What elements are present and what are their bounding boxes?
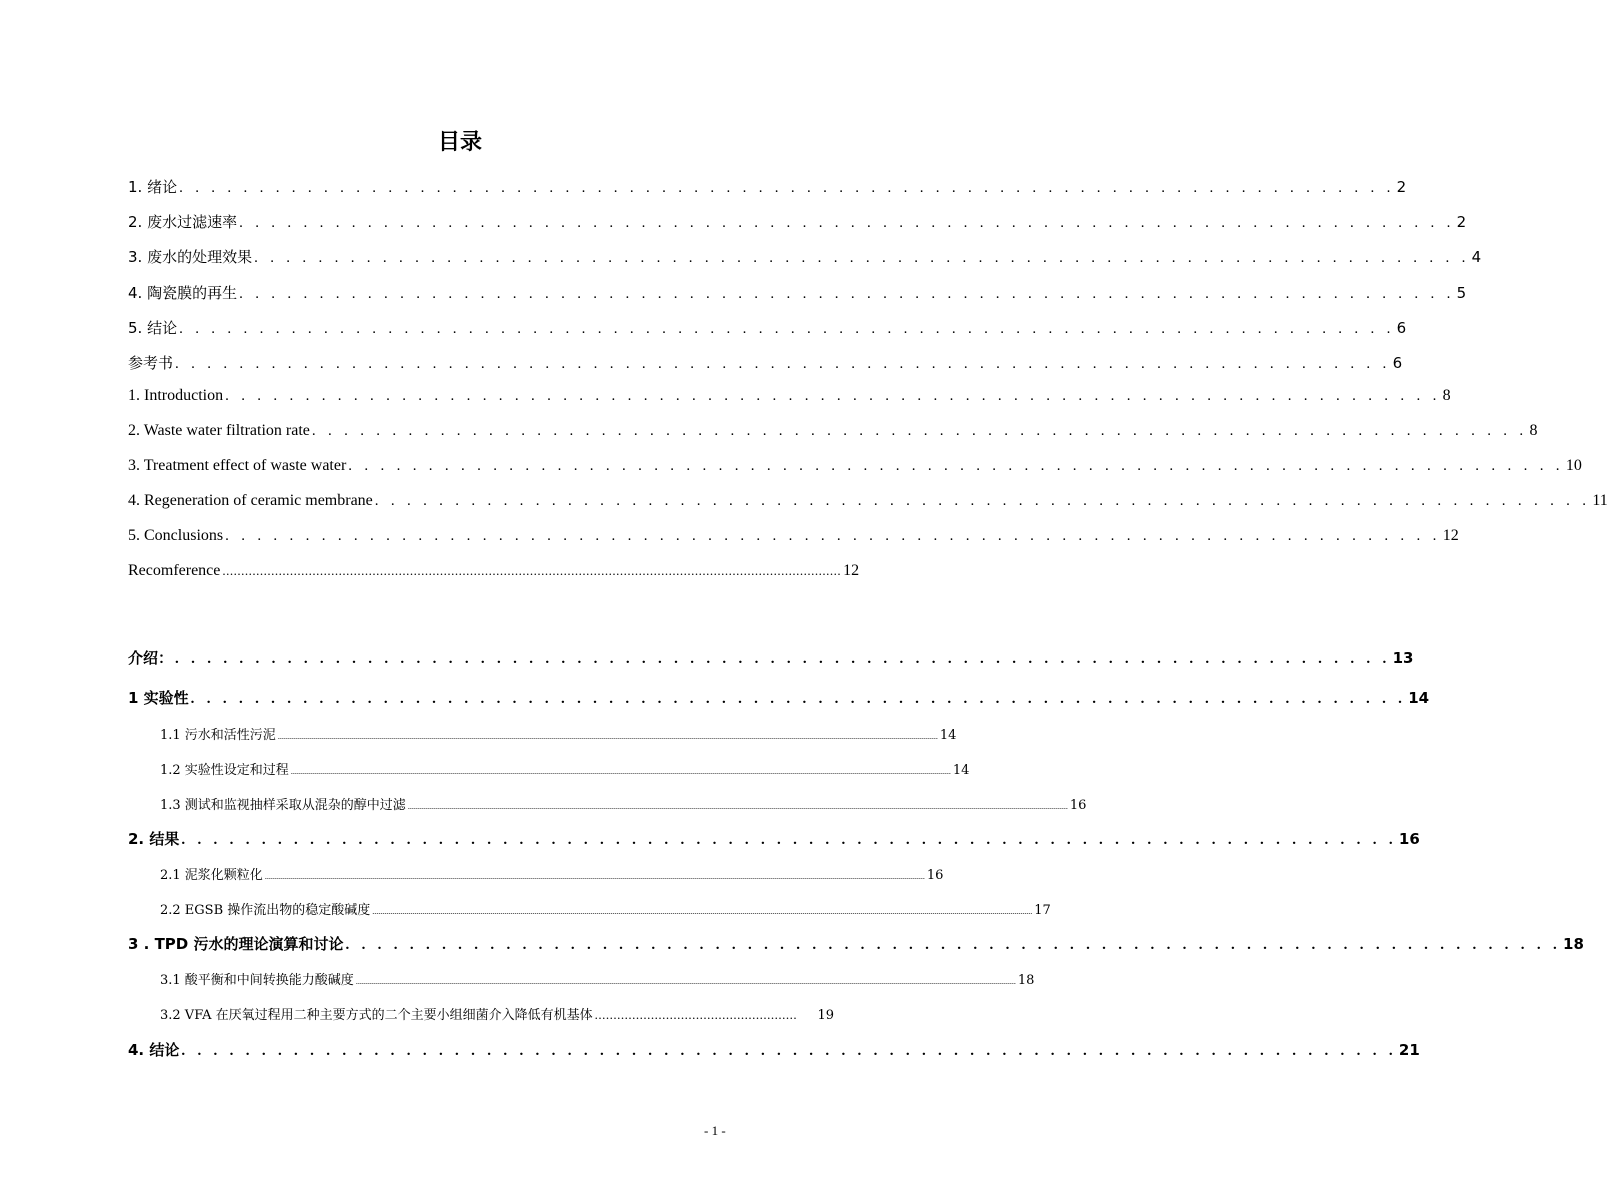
toc-leader: . . . . . . . . . . . . . . . . . . . . . . . . . . . . . . . . . . . . . . . . . . . . . . . . . . . . . . . . . . . . . . . . . . . . . . . . . . . . — [225, 388, 1441, 404]
toc-leader: . . . . . . . . . . . . . . . . . . . . . . . . . . . . . . . . . . . . . . . . . . . . . . . . . . . . . . . . . . . . . . . . . . . . . . . . . . . . — [175, 651, 1391, 667]
toc-page-number: 14 — [952, 763, 970, 778]
toc-leader: . . . . . . . . . . . . . . . . . . . . . . . . . . . . . . . . . . . . . . . . . . . . . . . . . . . . . . . . . . . . . . . . . . . . . . . . . . . . — [345, 937, 1562, 953]
toc-entry-text: 4. 结论 — [128, 1041, 180, 1059]
toc-entry[interactable] — [128, 492, 1608, 510]
toc-entry-text: 2. 结果 — [128, 830, 180, 848]
toc-leader: .......................................................................................................................................................................................................................................................................................................................................... — [264, 872, 925, 881]
toc-page-number: 5 — [1456, 284, 1467, 302]
toc-entry-text: 1.3 测试和监视抽样采取从混杂的醇中过滤 — [160, 798, 406, 813]
toc-leader: .......................................................................................................................................................................................................................................................................................................................................... — [372, 907, 1033, 916]
toc-entry[interactable] — [128, 422, 1538, 440]
toc-leader: ...................................................... — [594, 1007, 798, 1022]
toc-entry-text: 2. Waste water filtration rate — [128, 422, 310, 439]
toc-page-number: 16 — [926, 868, 944, 883]
toc-page-number: 16 — [1398, 830, 1420, 848]
toc-page-number: 16 — [1069, 798, 1087, 813]
toc-leader: . . . . . . . . . . . . . . . . . . . . . . . . . . . . . . . . . . . . . . . . . . . . . . . . . . . . . . . . . . . . . . . . . . . . . . . . . . . . — [179, 321, 1395, 337]
toc-page-number: 2 — [1456, 213, 1467, 231]
toc-entry-text: 3.1 酸平衡和中间转换能力酸碱度 — [160, 973, 354, 988]
toc-page-number: 8 — [1529, 422, 1538, 439]
toc-leader: . . . . . . . . . . . . . . . . . . . . . . . . . . . . . . . . . . . . . . . . . . . . . . . . . . . . . . . . . . . . . . . . . . . . . . . . . . . . — [311, 423, 1528, 439]
toc-page-number: 17 — [1034, 903, 1051, 918]
toc-leader: .......................................................................................................................................................................................................................................................................................................................................... — [290, 767, 951, 776]
toc-entry-text: 1.2 实验性设定和过程 — [160, 763, 289, 778]
toc-page-number: 12 — [843, 562, 860, 579]
toc-leader: . . . . . . . . . . . . . . . . . . . . . . . . . . . . . . . . . . . . . . . . . . . . . . . . . . . . . . . . . . . . . . . . . . . . . . . . . . . . — [348, 458, 1564, 474]
toc-entry[interactable] — [128, 246, 1482, 267]
toc-entry-text: Recomference — [128, 562, 221, 579]
toc-entry[interactable] — [128, 828, 1420, 849]
toc-leader: . . . . . . . . . . . . . . . . . . . . . . . . . . . . . . . . . . . . . . . . . . . . . . . . . . . . . . . . . . . . . . . . . . . . . . . . . . . . — [181, 832, 1397, 848]
toc-entry[interactable] — [128, 457, 1582, 475]
toc-page-number: 13 — [1392, 649, 1414, 667]
toc-entry[interactable] — [128, 687, 1430, 708]
toc-page-number: 18 — [1563, 935, 1584, 953]
toc-leader: .......................................................................................................................................................................................................................................................................................................................................... — [407, 802, 1068, 811]
toc-entry[interactable] — [128, 176, 1407, 197]
toc-entry-text: 参考书 — [128, 354, 174, 372]
toc-page-number: 2 — [1396, 178, 1407, 196]
toc-page-number: 14 — [1408, 689, 1430, 707]
toc-entry-text: 4. 陶瓷膜的再生 — [128, 284, 238, 302]
toc-entry-text: 介绍： — [128, 649, 174, 667]
toc-page-number: 21 — [1398, 1041, 1420, 1059]
toc-entry-text: 1 实验性 — [128, 689, 189, 707]
toc-entry[interactable] — [128, 933, 1584, 954]
toc-page-number: 6 — [1396, 319, 1407, 337]
toc-entry[interactable] — [128, 1039, 1420, 1060]
toc-entry-text: 5. 结论 — [128, 319, 178, 337]
toc-subentry[interactable] — [160, 969, 1035, 988]
toc-entry[interactable] — [128, 317, 1407, 338]
toc-subentry[interactable] — [160, 899, 1051, 918]
toc-subentry[interactable] — [160, 864, 944, 883]
page-number-footer: - 1 - — [704, 1123, 726, 1138]
toc-page-number: 10 — [1565, 457, 1582, 474]
toc-leader: . . . . . . . . . . . . . . . . . . . . . . . . . . . . . . . . . . . . . . . . . . . . . . . . . . . . . . . . . . . . . . . . . . . . . . . . . . . . — [190, 691, 1407, 707]
toc-entry-text: 1.1 污水和活性污泥 — [160, 728, 276, 743]
toc-leader: . . . . . . . . . . . . . . . . . . . . . . . . . . . . . . . . . . . . . . . . . . . . . . . . . . . . . . . . . . . . . . . . . . . . . . . . . . . . — [239, 215, 1455, 231]
toc-leader: . . . . . . . . . . . . . . . . . . . . . . . . . . . . . . . . . . . . . . . . . . . . . . . . . . . . . . . . . . . . . . . . . . . . . . . . . . . . — [374, 493, 1591, 509]
toc-leader: . . . . . . . . . . . . . . . . . . . . . . . . . . . . . . . . . . . . . . . . . . . . . . . . . . . . . . . . . . . . . . . . . . . . . . . . . . . . — [239, 286, 1455, 302]
toc-entry[interactable] — [128, 562, 860, 580]
toc-page-number: 14 — [939, 728, 957, 743]
toc-entry-text: 3.2 VFA 在厌氧过程用二种主要方式的二个主要小组细菌介入降低有机基体 — [160, 1008, 593, 1023]
toc-subentry[interactable] — [160, 759, 970, 778]
toc-entry[interactable] — [128, 647, 1414, 668]
toc-entry[interactable] — [128, 527, 1459, 545]
toc-leader: ..................................................................................................................................................................... — [222, 563, 842, 578]
toc-entry-text: 4. Regeneration of ceramic membrane — [128, 492, 373, 509]
toc-entry-text: 2. 废水过滤速率 — [128, 213, 238, 231]
toc-page-number: 19 — [817, 1008, 834, 1023]
toc-entry-text: 3. 废水的处理效果 — [128, 248, 253, 266]
toc-page-number: 18 — [1017, 973, 1035, 988]
toc-page-number: 8 — [1442, 387, 1451, 404]
toc-entry[interactable] — [128, 282, 1467, 303]
toc-page-number: 12 — [1442, 527, 1459, 544]
toc-subentry[interactable] — [160, 724, 957, 743]
toc-leader: . . . . . . . . . . . . . . . . . . . . . . . . . . . . . . . . . . . . . . . . . . . . . . . . . . . . . . . . . . . . . . . . . . . . . . . . . . . . — [225, 528, 1441, 544]
toc-leader: . . . . . . . . . . . . . . . . . . . . . . . . . . . . . . . . . . . . . . . . . . . . . . . . . . . . . . . . . . . . . . . . . . . . . . . . . . . . — [181, 1043, 1397, 1059]
toc-entry-text: 1. 绪论 — [128, 178, 178, 196]
toc-page-number: 6 — [1392, 354, 1403, 372]
toc-entry-text: 2.1 泥浆化颗粒化 — [160, 868, 263, 883]
toc-entry-text: 3 . TPD 污水的理论演算和讨论 — [128, 935, 344, 953]
toc-leader: .......................................................................................................................................................................................................................................................................................................................................... — [355, 977, 1016, 986]
toc-entry-text: 3. Treatment effect of waste water — [128, 457, 347, 474]
toc-entry-text: 2.2 EGSB 操作流出物的稳定酸碱度 — [160, 903, 371, 918]
toc-subentry[interactable] — [160, 794, 1087, 813]
toc-entry-text: 5. Conclusions — [128, 527, 224, 544]
toc-entry[interactable] — [128, 352, 1403, 373]
toc-entry[interactable] — [128, 211, 1467, 232]
toc-page-number: 4 — [1471, 248, 1482, 266]
toc-page-number: 11 — [1592, 492, 1608, 509]
toc-subentry[interactable] — [160, 1004, 834, 1023]
toc-leader: .......................................................................................................................................................................................................................................................................................................................................... — [277, 732, 938, 741]
toc-entry[interactable] — [128, 387, 1451, 405]
toc-entry-text: 1. Introduction — [128, 387, 224, 404]
toc-title: 目录 — [437, 130, 482, 155]
toc-leader: . . . . . . . . . . . . . . . . . . . . . . . . . . . . . . . . . . . . . . . . . . . . . . . . . . . . . . . . . . . . . . . . . . . . . . . . . . . . — [179, 180, 1395, 196]
toc-leader: . . . . . . . . . . . . . . . . . . . . . . . . . . . . . . . . . . . . . . . . . . . . . . . . . . . . . . . . . . . . . . . . . . . . . . . . . . . . — [254, 250, 1470, 266]
toc-leader: . . . . . . . . . . . . . . . . . . . . . . . . . . . . . . . . . . . . . . . . . . . . . . . . . . . . . . . . . . . . . . . . . . . . . . . . . . . . — [175, 356, 1391, 372]
